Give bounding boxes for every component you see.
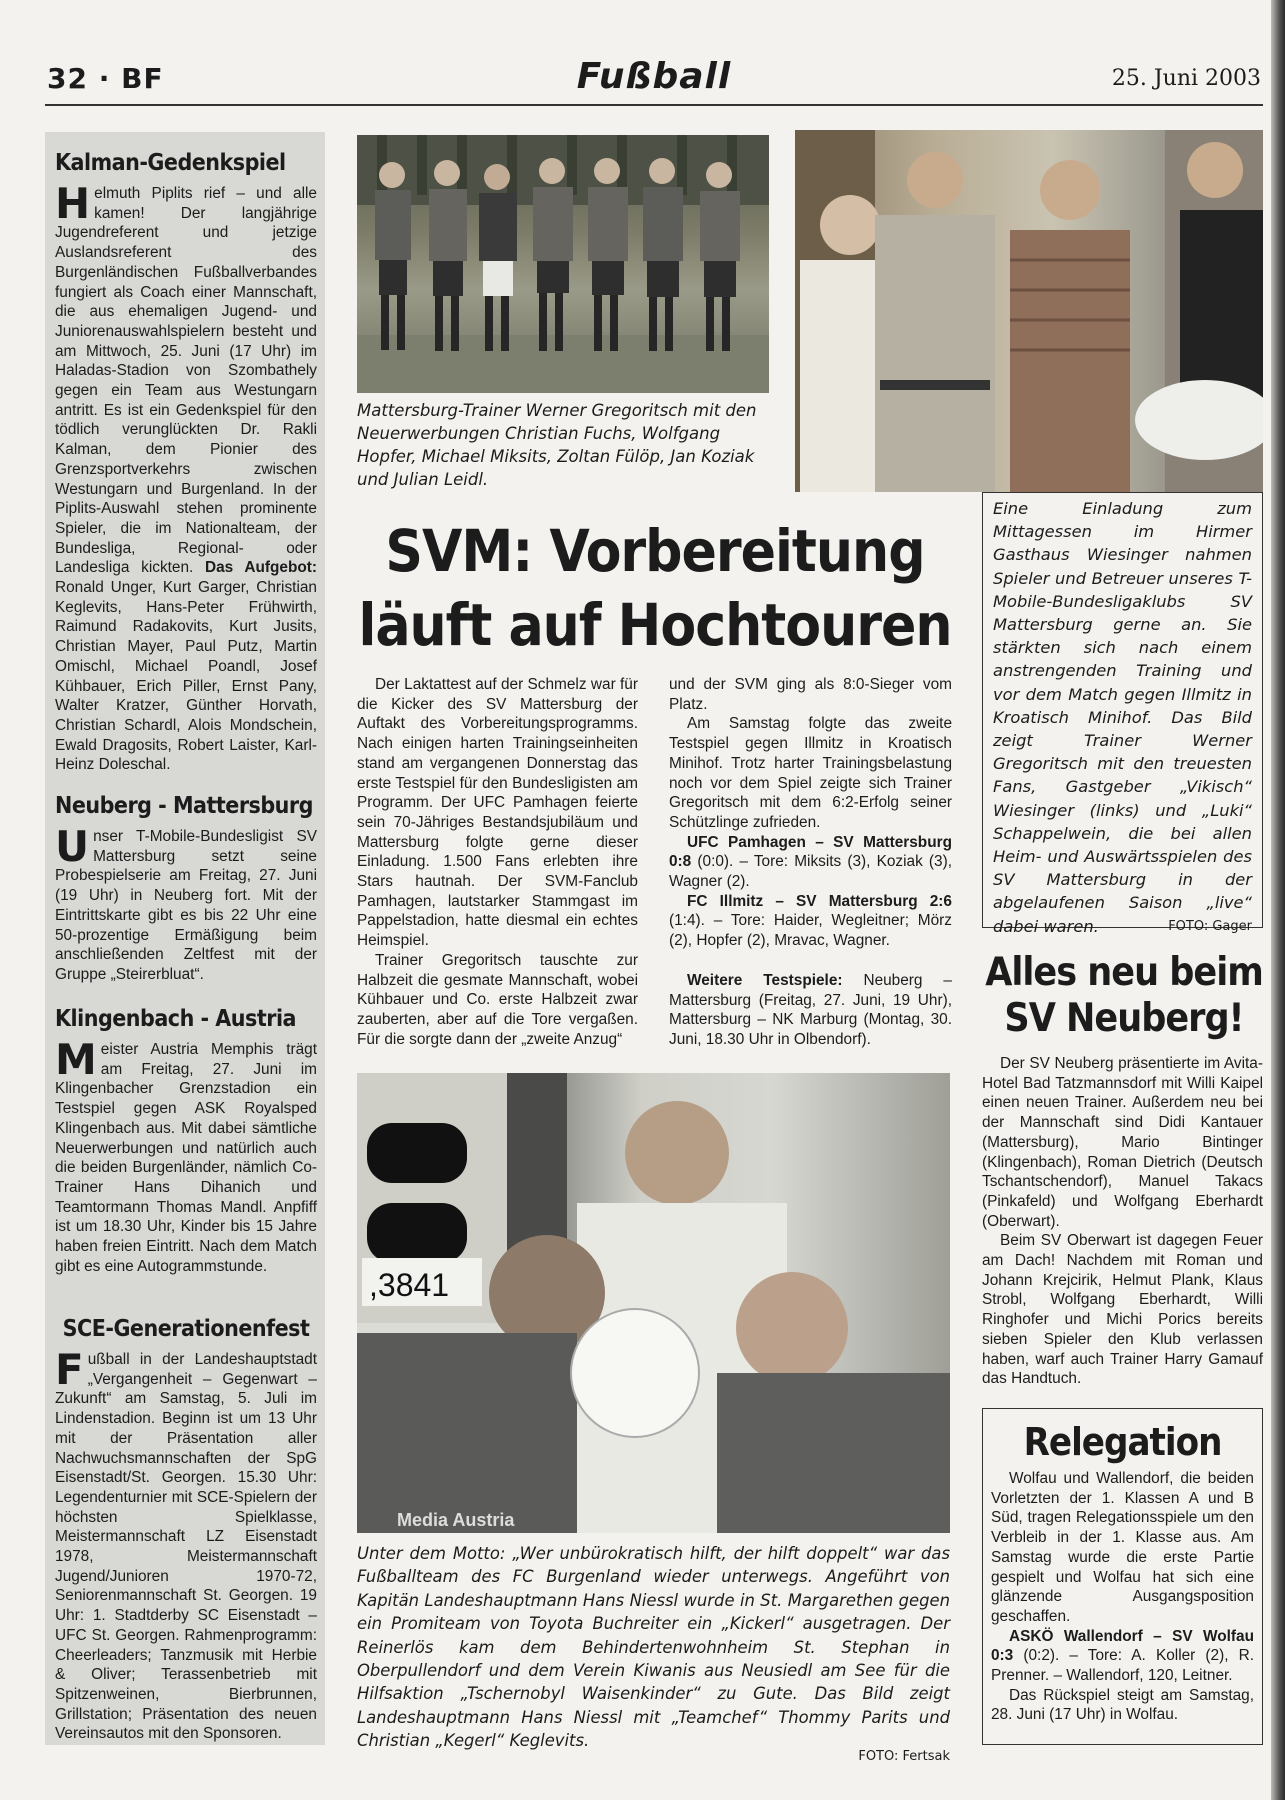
result-text: (0:0). – Tore: Miksits (3), Koziak (3), Wagner (2). xyxy=(669,853,952,891)
sidebar xyxy=(45,132,325,1745)
kalman-block xyxy=(55,148,317,775)
drop-cap: F xyxy=(55,1345,84,1394)
sce-text xyxy=(55,1345,317,1744)
page-header xyxy=(45,58,1263,106)
squad-list: Ronald Unger, Kurt Garger, Christian Keglevits, Hans-Peter Frühwirth, Raimund Radakovits, Kurt Jusits, Christian Mayer, Paul Putz, Martin Omischl, Michael Poandl, Josef Kühbauer, Erich Piller, Ernst Pany, Walter Kratzer, Günther Horvath, Christian Schardl, Alois Mondschein, Ewald Dragosits, Robert Laister, Karl-Heinz Doleschal. xyxy=(55,579,317,774)
result-text: (0:2). – Tore: A. Koller (2), R. Prenner. – Wallendorf, 120, Leitner. xyxy=(991,1647,1255,1685)
photo-credit: FOTO: Fertsak xyxy=(858,1748,950,1764)
result-text: (1:4). – Tore: Haider, Wegleitner; Mörz (2), Hopfer (2), Mravac, Wagner. xyxy=(669,912,952,950)
article-paragraph: und der SVM ging als 8:0-Sieger vom Platz. xyxy=(669,676,952,713)
main-headline: SVM: Vorbereitung läuft auf Hochtouren xyxy=(358,517,952,659)
klingenbach-block xyxy=(55,1004,317,1276)
neuberg-title: Neuberg - Mattersburg xyxy=(55,793,313,819)
kalman-title: Kalman-Gedenkspiel xyxy=(55,150,286,176)
team-photo xyxy=(357,135,769,393)
klingenbach-title: Klingenbach - Austria xyxy=(55,1006,297,1032)
article-paragraph: Das Rückspiel steigt am Samstag, 28. Juni (17 Uhr) in Wolfau. xyxy=(991,1686,1254,1724)
sce-block xyxy=(55,1314,317,1744)
drop-cap: H xyxy=(55,179,91,228)
article-paragraph: Am Samstag folgte das zweite Testspiel gegen Illmitz in Kroatisch Minihof. Trotz harter Trainingsbelastung noch vor dem Spiel zeigte sich Trainer Gregoritsch mit dem 6:2-Erfolg seiner Schützlinge zufrieden. xyxy=(669,715,952,831)
team-photo-caption: Mattersburg-Trainer Werner Gregoritsch mit den Neuerwerbungen Christian Fuchs, Wolfgang Hopfer, Michael Miksits, Zoltan Fülöp, Jan Koziak und Julian Leidl. xyxy=(357,401,757,489)
article-paragraph: Trainer Gregoritsch tauschte zur Halbzeit die gesmate Mannschaft, wobei Kühbauer und Co. erste Halbzeit zwar zauberten, aber auf die Tore vergaßen. Für die sorgte dann der „zweite Anzug“ xyxy=(357,951,638,1048)
squad-label: Das Aufgebot: xyxy=(205,559,317,577)
klingenbach-text xyxy=(55,1035,317,1276)
kalman-text xyxy=(55,179,317,775)
neuberg-block xyxy=(55,791,317,985)
neuberg-article xyxy=(982,1054,1263,1389)
kalman-body: elmuth Piplits rief – und alle kamen! Der langjährige Jugendreferent und jetzige Auslandsreferent des Burgenländischen Fußballverbandes fungiert als Coach einer Mannschaft, die aus ehemaligen Jugend- und Juniorenauswahlspielern besteht und am Mittwoch, 25. Juni (17 Uhr) im Haladas-Stadion von Szombathely gegen ein Team aus Westungarn antritt. Es ist ein Gedenkspiel für den tödlich verunglückten Dr. Rakli Kalman, dem Pionier des Grenzsportverkehrs zwischen Westungarn und Burgenland. In der Piplits-Auswahl stehen prominente Spieler, die im Nationalteam, der Bundesliga, Regional- oder Landesliga kickten. xyxy=(55,185,317,577)
sce-title: SCE-Generationenfest xyxy=(62,1316,310,1342)
article-paragraph: Der Laktattest auf der Schmelz war für die Kicker des SV Mattersburg der Auftakt des Vorbereitungsprogramms. Nach einigen harten Trainingseinheiten stand am vergangenen Donnerstag das erste Testspiel für den Bundesligisten am Programm. Der UFC Pamhagen feierte sein 70-Jähriges Bestandsjubiläum und Mattersburg folgte gerne dieser Einladung. 1.500 Fans erlebten ihre Stars hautnah. Der SVM-Fanclub Pamhagen, lautstarker Stammgast im Pappelstadion, hatte diesmal ein echtes Heimspiel. xyxy=(357,676,638,950)
issue-date: 25. Juni 2003 xyxy=(1111,66,1261,91)
article-column-2 xyxy=(669,675,952,1050)
klingenbach-body: eister Austria Memphis trägt am Freitag, 27. Juni im Klingenbacher Grenzstadion ein Testspiel gegen ASK Royalsped Klingenbach aus. Mit dabei sämtliche Neuerwerbungen und natürlich auch die beiden Burgenländer, nämlich Co-Trainer Hans Dihanich und Teamtormann Thomas Mandl. Anpfiff ist um 18.30 Uhr, Kinder bis 15 Jahre haben freien Eintritt. Nach dem Match gibt es eine Autogrammstunde. xyxy=(55,1041,317,1275)
relegation-result xyxy=(991,1627,1254,1686)
article-paragraph: Wolfau und Wallendorf, die beiden Vorletzten der 1. Klassen A und B Süd, tragen Relegationsspiele um den Verbleib in der 1. Klasse aus. Am Samstag wurde die erste Partie gespielt und Wolfau hat sich eine glänzende Ausgangsposition geschaffen. xyxy=(991,1470,1254,1625)
result-label: UFC Pamhagen – SV Mattersburg 0:8 xyxy=(669,833,952,871)
charity-photo xyxy=(357,1073,950,1533)
result-illmitz xyxy=(669,892,952,951)
fans-photo xyxy=(795,130,1263,492)
more-tests xyxy=(669,971,952,1050)
fans-caption-text: Eine Einladung zum Mittagessen im Hirmer Gasthaus Wiesinger nahmen Spieler und Betreuer unseres T-Mobile-Bundesligaklubs SV Mattersburg gerne an. Sie stärkten sich nach einem anstrengenden Training und vor dem Match gegen Illmitz in Kroatisch Minihof. Das Bild zeigt Trainer Werner Gregoritsch mit den treuesten Fans, Gastgeber „Vikisch“ Wiesinger (links) und „Luki“ Schappelwein, die bei allen Heim- und Auswärtsspielen des SV Mattersburg in der abgelaufenen Saison „live“ dabei waren. xyxy=(993,499,1252,936)
drop-cap: U xyxy=(55,822,90,871)
neuberg-headline: Alles neu beim SV Neuberg! xyxy=(985,950,1263,1041)
fans-caption-box xyxy=(982,492,1263,936)
relegation-text xyxy=(991,1469,1254,1725)
charity-caption xyxy=(357,1542,950,1768)
photo-credit: FOTO: Gager xyxy=(1168,918,1252,934)
sign-number: ,3841 xyxy=(369,1267,450,1303)
sce-body: ußball in der Landeshauptstadt „Vergangenheit – Gegenwart – Zukunft“ am Samstag, 5. Juli im Lindenstadion. Beginn ist um 13 Uhr mit der Präsentation aller Nachwuchsmannschaften der SpG Eisenstadt/St. Georgen. 15.30 Uhr: Legendenturnier mit SCE-Spielern der höchsten Spielklasse, Meistermannschaft LZ Eisenstadt 1978, Meistermannschaft Jugend/Junioren 1970-72, Seniorenmannschaft St. Georgen. 19 Uhr: 1. Stadtderby SC Eisenstadt – UFC St. Georgen. Rahmenprogramm: Cheerleaders; Tanzmusik mit Herbie & Oliver; Terassenbetrieb mit Spitzenweinen, Bierbrunnen, Grillstation; Präsentation des neuen Vereinsautos mit den Sponsoren. xyxy=(55,1351,317,1743)
fans-caption xyxy=(993,497,1252,938)
fans-photo-art xyxy=(795,130,1263,492)
charity-photo-art xyxy=(357,1073,950,1533)
article-paragraph: Beim SV Oberwart ist dagegen Feuer am Dach! Nachdem mit Roman und Johann Krejcirik, Helmut Plank, Klaus Strobl, Wolfgang Eberhardt, Willi Ringhofer und Michi Porics bereits sieben Spieler den Klub verlassen haben, warf auch Trainer Harry Gamauf das Handtuch. xyxy=(982,1232,1263,1388)
neuberg-body: nser T-Mobile-Bundesligist SV Mattersburg setzt seine Probespielserie am Freitag, 27. Juni (19 Uhr) in Neuberg fort. Mit der Eintrittskarte gibt es bis 22 Uhr eine 50-prozentige Ermäßigung beim anschließenden Zeltfest mit der Gruppe „Steirerbluat“. xyxy=(55,828,317,983)
neuberg-text xyxy=(55,822,317,985)
relegation-box xyxy=(982,1408,1263,1745)
relegation-title: Relegation xyxy=(1023,1420,1222,1464)
article-paragraph: Der SV Neuberg präsentierte im Avita-Hotel Bad Tatzmannsdorf mit Willi Kaipel einen neuen Trainer. Außerdem neu bei der Mannschaft sind Didi Kantauer (Mattersburg), Mario Bintinger (Klingenbach), Roman Dietrich (Deutsch Tschantschendorf), Manuel Takacs (Pinkafeld) und Wolfgang Eberhardt (Oberwart). xyxy=(982,1055,1263,1230)
page-edge xyxy=(1271,0,1285,1800)
team-photo-art xyxy=(357,135,769,393)
charity-caption-text: Unter dem Motto: „Wer unbürokratisch hilft, der hilft doppelt“ war das Fußballteam des FC Burgenland wieder unterwegs. Angeführt von Kapitän Landeshauptmann Hans Niessl wurde in St. Margarethen gegen ein Promiteam von Toyota Buchreiter ein „Kickerl“ ausgetragen. Der Reinerlös kam dem Behindertenwohnheim St. Stephan in Oberpullendorf und dem Verein Kiwanis aus Neusiedl am See für die Hilfsaktion „Tschernobyl Waisenkinder“ zu Gute. Das Bild zeigt Landeshauptmann Hans Niessl mit „Teamchef“ Thommy Parits und Christian „Kegerl“ Keglevits. xyxy=(357,1544,950,1751)
article-column-1 xyxy=(357,675,638,1049)
more-label: Weitere Testspiele: xyxy=(687,971,843,989)
page-number: 32 · BF xyxy=(47,62,164,95)
section-title: Fußball xyxy=(576,56,732,97)
sign-text: Media Austria xyxy=(397,1510,515,1530)
drop-cap: M xyxy=(55,1035,97,1084)
more-text: Neuberg – Mattersburg (Freitag, 27. Juni, 19 Uhr), Mattersburg – NK Marburg (Montag, 30. Juni, 18.30 Uhr in Olbendorf). xyxy=(669,971,952,1048)
result-pamhagen xyxy=(669,833,952,892)
result-label: ASKÖ Wallendorf – SV Wolfau 0:3 xyxy=(991,1627,1254,1665)
result-label: FC Illmitz – SV Mattersburg 2:6 xyxy=(687,892,952,910)
